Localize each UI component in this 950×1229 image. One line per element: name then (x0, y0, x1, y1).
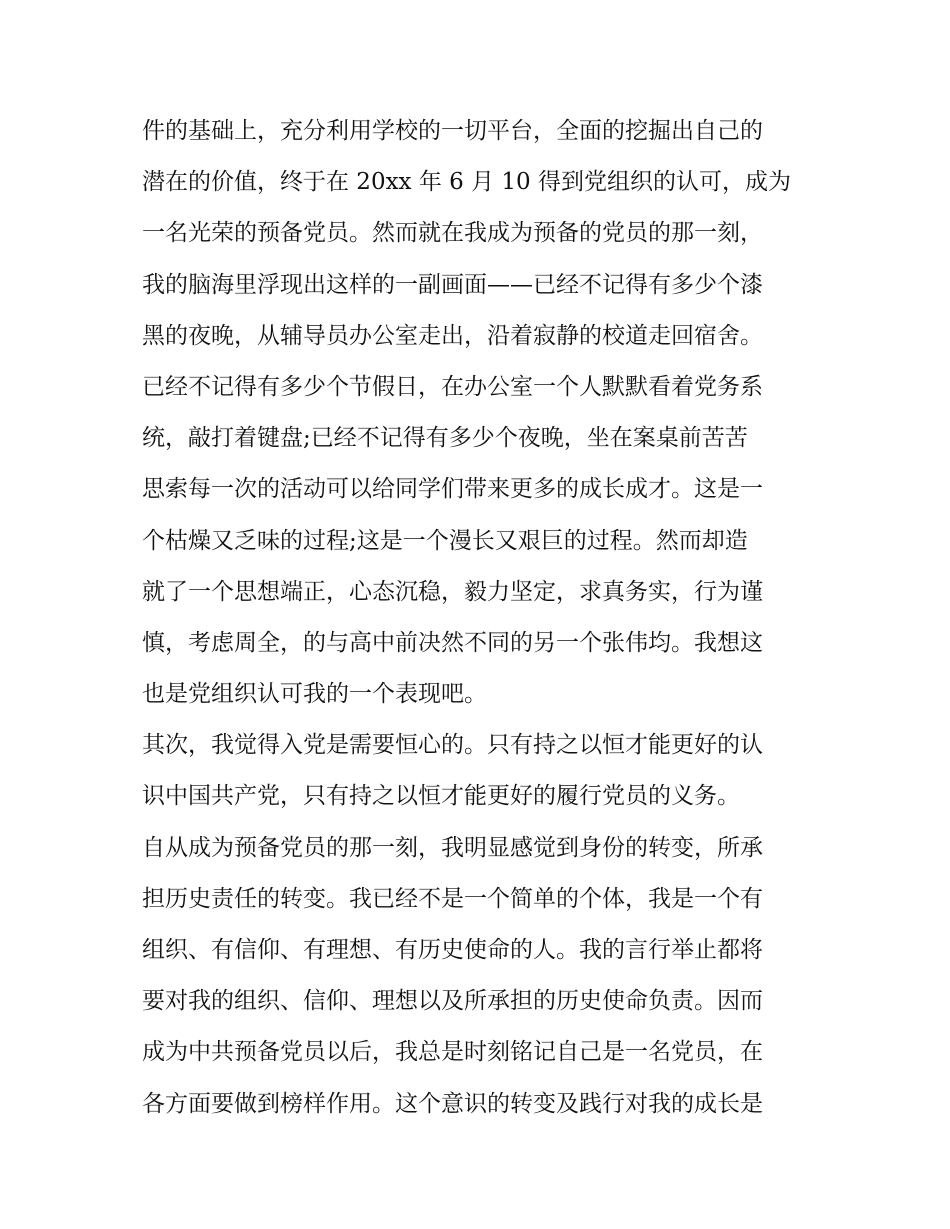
text-line: 各方面要做到榜样作用。这个意识的转变及践行对我的成长是 (142, 1090, 763, 1117)
text-line: 件的基础上，充分利用学校的一切平台，全面的挖掘出自己的 (142, 118, 763, 144)
text-line: 潜在的价值，终于在 20xx 年 6 月 10 得到党组织的认可，成为 (142, 169, 791, 196)
text-line: 其次，我觉得入党是需要恒心的。只有持之以恒才能更好的认 (142, 732, 763, 759)
text-line: 担历史责任的转变。我已经不是一个简单的个体，我是一个有 (142, 885, 763, 912)
text-line: 思索每一次的活动可以给同学们带来更多的成长成才。这是一 (142, 476, 763, 503)
text-line: 慎，考虑周全，的与高中前决然不同的另一个张伟均。我想这 (142, 629, 763, 656)
text-line: 识中国共产党，只有持之以恒才能更好的履行党员的义务。 (142, 783, 740, 810)
text-line: 自从成为预备党员的那一刻，我明显感觉到身份的转变，所承 (142, 834, 763, 861)
text-line: 一名光荣的预备党员。然而就在我成为预备的党员的那一刻， (142, 220, 763, 247)
body-text (142, 106, 822, 1130)
text-line: 要对我的组织、信仰、理想以及所承担的历史使命负责。因而 (142, 988, 763, 1015)
text-line: 统，敲打着键盘;已经不记得有多少个夜晚，坐在案桌前苦苦 (142, 425, 748, 452)
text-line: 成为中共预备党员以后，我总是时刻铭记自己是一名党员，在 (142, 1039, 763, 1066)
text-line: 也是党组织认可我的一个表现吧。 (142, 681, 487, 708)
text-line: 就了一个思想端正，心态沉稳，毅力坚定，求真务实，行为谨 (142, 578, 763, 605)
text-line: 黑的夜晚，从辅导员办公室走出，沿着寂静的校道走回宿舍。 (142, 322, 763, 349)
text-line: 组织、有信仰、有理想、有历史使命的人。我的言行举止都将 (142, 937, 763, 963)
text-line: 个枯燥又乏味的过程;这是一个漫长又艰巨的过程。然而却造 (142, 527, 748, 554)
text-line: 我的脑海里浮现出这样的一副画面——已经不记得有多少个漆 (142, 271, 763, 298)
text-line: 已经不记得有多少个节假日，在办公室一个人默默看着党务系 (142, 373, 763, 400)
